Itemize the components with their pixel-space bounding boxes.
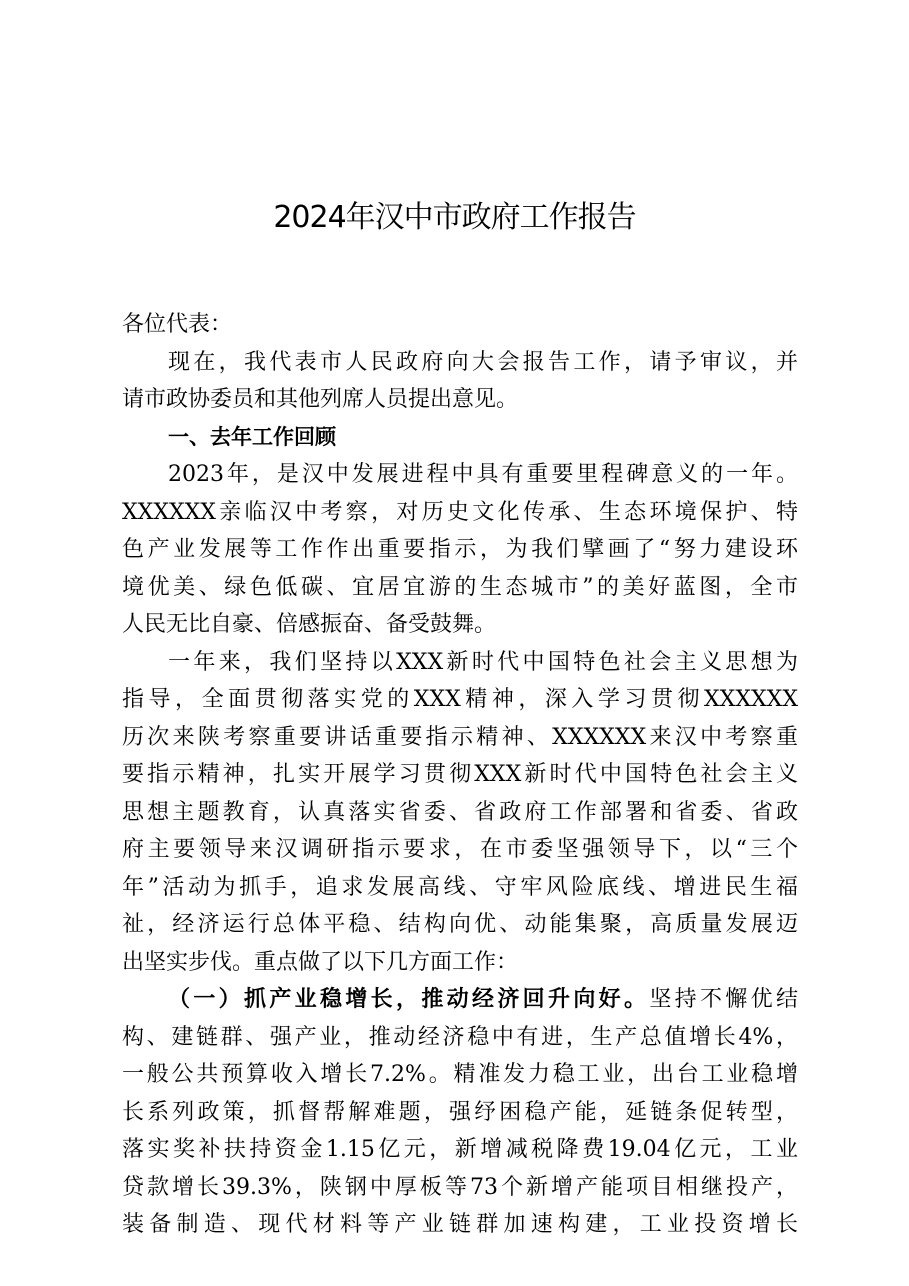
paragraph-line: 境优美、绿色低碳、宜居宜游的生态城市”的美好蓝图，全市 bbox=[122, 574, 798, 600]
paragraph-line: 历次来陕考察重要讲话重要指示精神、XXXXXX来汉中考察重 bbox=[122, 724, 798, 750]
paragraph-line: 落实奖补扶持资金1.15亿元，新增减税降费19.04亿元，工业 bbox=[122, 1137, 798, 1162]
paragraph-line: 府主要领导来汉调研指示要求，在市委坚强领导下，以“三个 bbox=[122, 837, 798, 862]
paragraph-line: 一年来，我们坚持以XXX新时代中国特色社会主义思想为 bbox=[168, 649, 798, 675]
paragraph-line: 思想主题教育，认真落实省委、省政府工作部署和省委、省政 bbox=[122, 799, 798, 825]
paragraph-line: 现在，我代表市人民政府向大会报告工作，请予审议，并 bbox=[168, 349, 798, 375]
paragraph-line: 长系列政策，抓督帮解难题，强纾困稳产能，延链条促转型， bbox=[122, 1099, 798, 1125]
paragraph-line: 要指示精神，扎实开展学习贯彻XXX新时代中国特色社会主义 bbox=[122, 762, 798, 787]
section-heading: 一、去年工作回顾 bbox=[168, 424, 336, 449]
paragraph-line: 装备制造、现代材料等产业链群加速构建，工业投资增长 bbox=[122, 1212, 798, 1237]
paragraph-line: XXXXXX亲临汉中考察，对历史文化传承、生态环境保护、特 bbox=[122, 499, 798, 525]
paragraph-line: 请市政协委员和其他列席人员提出意见。 bbox=[122, 387, 519, 412]
paragraph-line: 一般公共预算收入增长7.2%。精准发力稳工业，出台工业稳增 bbox=[122, 1062, 798, 1087]
subsection-lead: （一）抓产业稳增长，推动经济回升向好。 bbox=[168, 987, 650, 1012]
paragraph-text: 坚持不懈优结 bbox=[649, 987, 798, 1012]
paragraph-line: 2023年，是汉中发展进程中具有重要里程碑意义的一年。 bbox=[168, 462, 798, 487]
paragraph-line: 年”活动为抓手，追求发展高线、守牢风险底线、增进民生福 bbox=[122, 874, 798, 900]
paragraph-line bbox=[122, 981, 798, 1019]
paragraph-line: 贷款增长39.3%，陕钢中厚板等73个新增产能项目相继投产， bbox=[122, 1174, 798, 1200]
paragraph-line: 构、建链群、强产业，推动经济稳中有进，生产总值增长4%， bbox=[122, 1024, 798, 1050]
paragraph-line: 色产业发展等工作作出重要指示，为我们擘画了“努力建设环 bbox=[122, 537, 798, 562]
document-title: 2024年汉中市政府工作报告 bbox=[273, 200, 636, 235]
document-body bbox=[122, 306, 798, 1244]
paragraph-line: 指导，全面贯彻落实党的XXX精神，深入学习贯彻XXXXXX bbox=[122, 687, 798, 712]
paragraph-line: 出坚实步伐。重点做了以下几方面工作： bbox=[122, 949, 519, 975]
paragraph-line: 祉，经济运行总体平稳、结构向优、动能集聚，高质量发展迈 bbox=[122, 912, 798, 937]
salutation: 各位代表： bbox=[122, 312, 233, 337]
paragraph-line: 人民无比自豪、倍感振奋、备受鼓舞。 bbox=[122, 612, 497, 637]
